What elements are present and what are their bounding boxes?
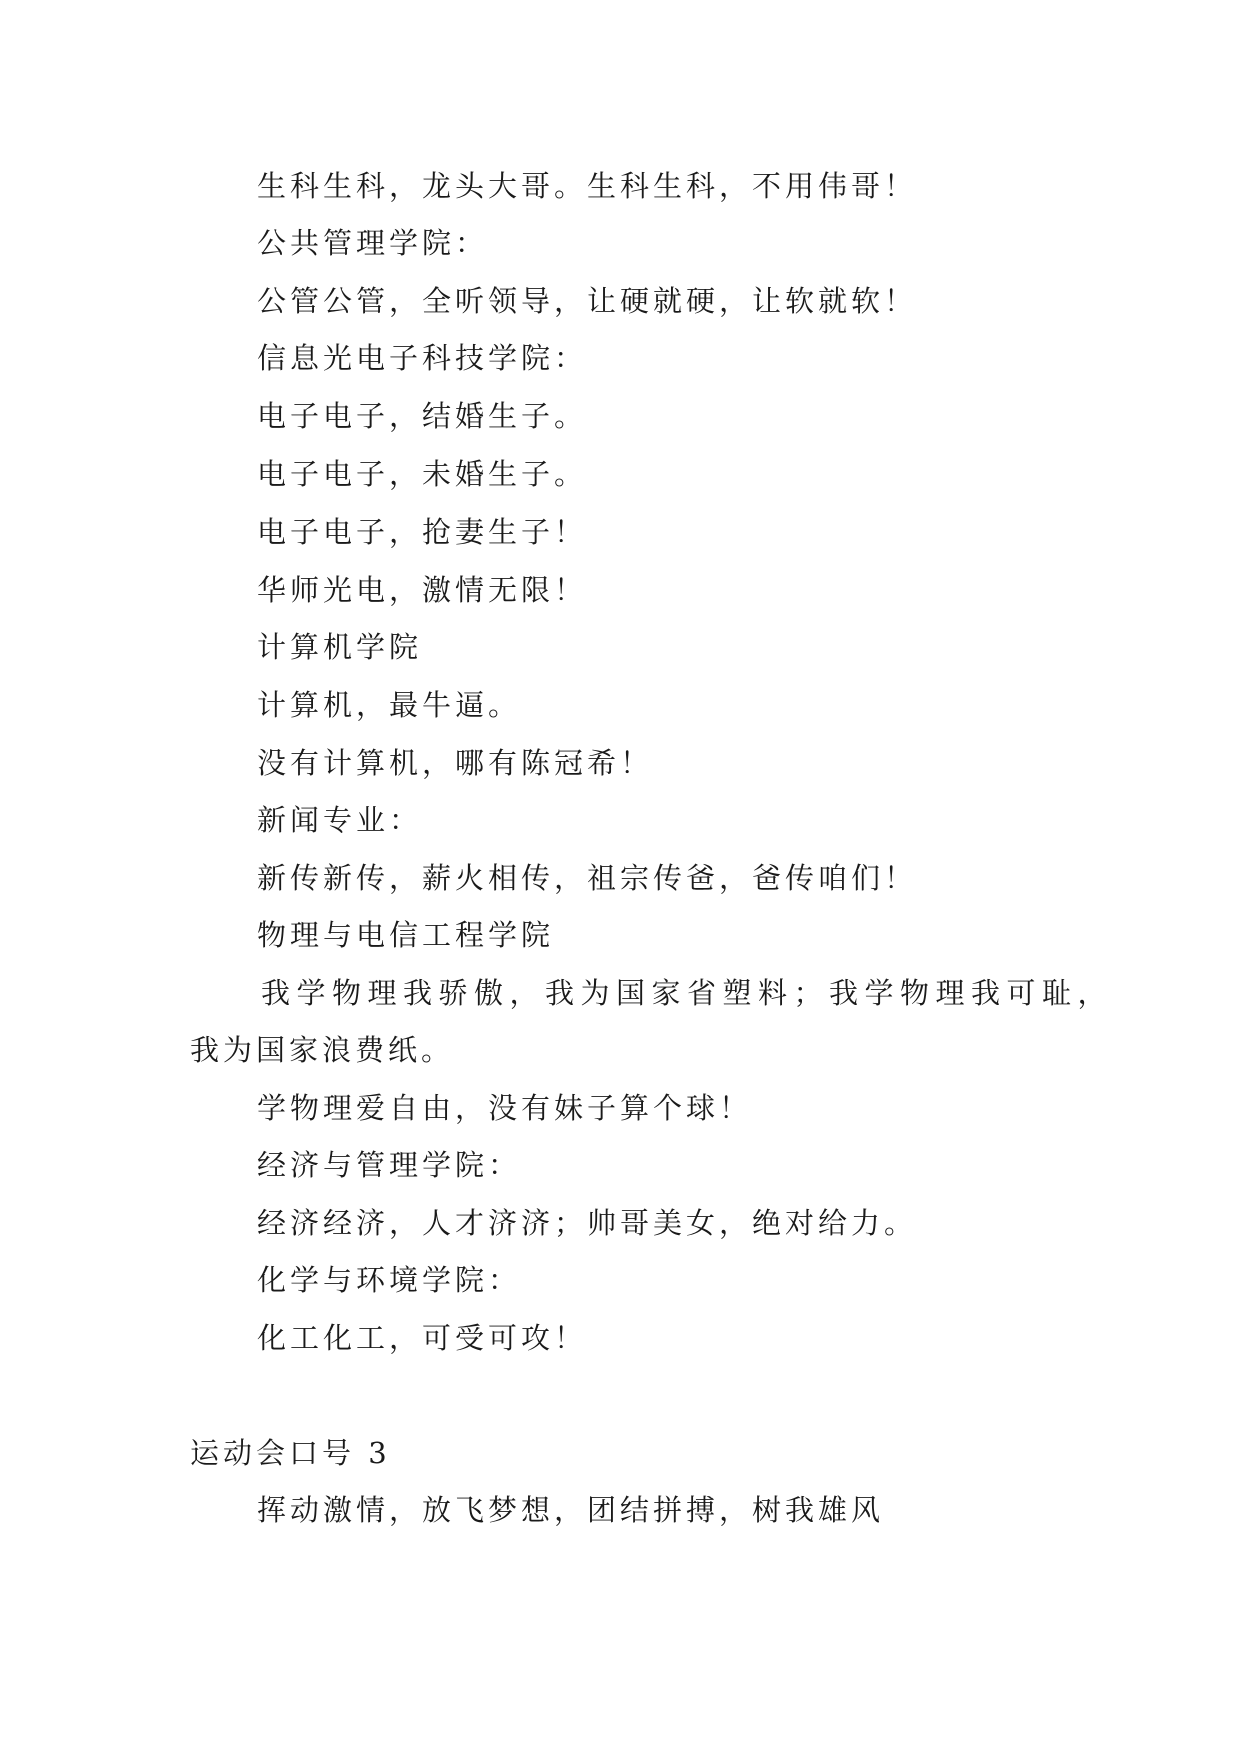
department-heading: 计算机学院 [257, 630, 423, 664]
text-line: 公管公管，全听领导，让硬就硬，让软就软！ [257, 284, 918, 318]
text-line: 电子电子，结婚生子。 [257, 399, 588, 433]
department-heading: 新闻专业： [257, 803, 423, 837]
text-line: 我学物理我骄傲，我为国家省塑料；我学物理我可耻， [261, 976, 1114, 1010]
department-heading: 信息光电子科技学院： [257, 341, 588, 375]
text-line: 生科生科，龙头大哥。生科生科，不用伟哥！ [257, 169, 918, 203]
text-line: 电子电子，抢妻生子！ [257, 515, 588, 549]
department-heading: 化学与环境学院： [257, 1263, 522, 1297]
section-heading: 运动会口号 3 [190, 1436, 391, 1470]
text-line: 电子电子，未婚生子。 [257, 457, 588, 491]
department-heading: 经济与管理学院： [257, 1148, 522, 1182]
text-line: 华师光电，激情无限！ [257, 573, 588, 607]
text-line: 没有计算机，哪有陈冠希！ [257, 746, 654, 780]
department-heading: 物理与电信工程学院 [257, 918, 555, 952]
text-line: 我为国家浪费纸。 [190, 1033, 455, 1067]
text-line: 化工化工，可受可攻！ [257, 1321, 588, 1355]
department-heading: 公共管理学院： [257, 226, 489, 260]
text-line: 计算机，最牛逼。 [257, 688, 522, 722]
text-line: 挥动激情，放飞梦想，团结拼搏，树我雄风 [257, 1493, 885, 1527]
text-line: 新传新传，薪火相传，祖宗传爸，爸传咱们！ [257, 861, 918, 895]
text-line: 学物理爱自由，没有妹子算个球！ [257, 1091, 753, 1125]
text-line: 经济经济，人才济济；帅哥美女，绝对给力。 [257, 1206, 918, 1240]
